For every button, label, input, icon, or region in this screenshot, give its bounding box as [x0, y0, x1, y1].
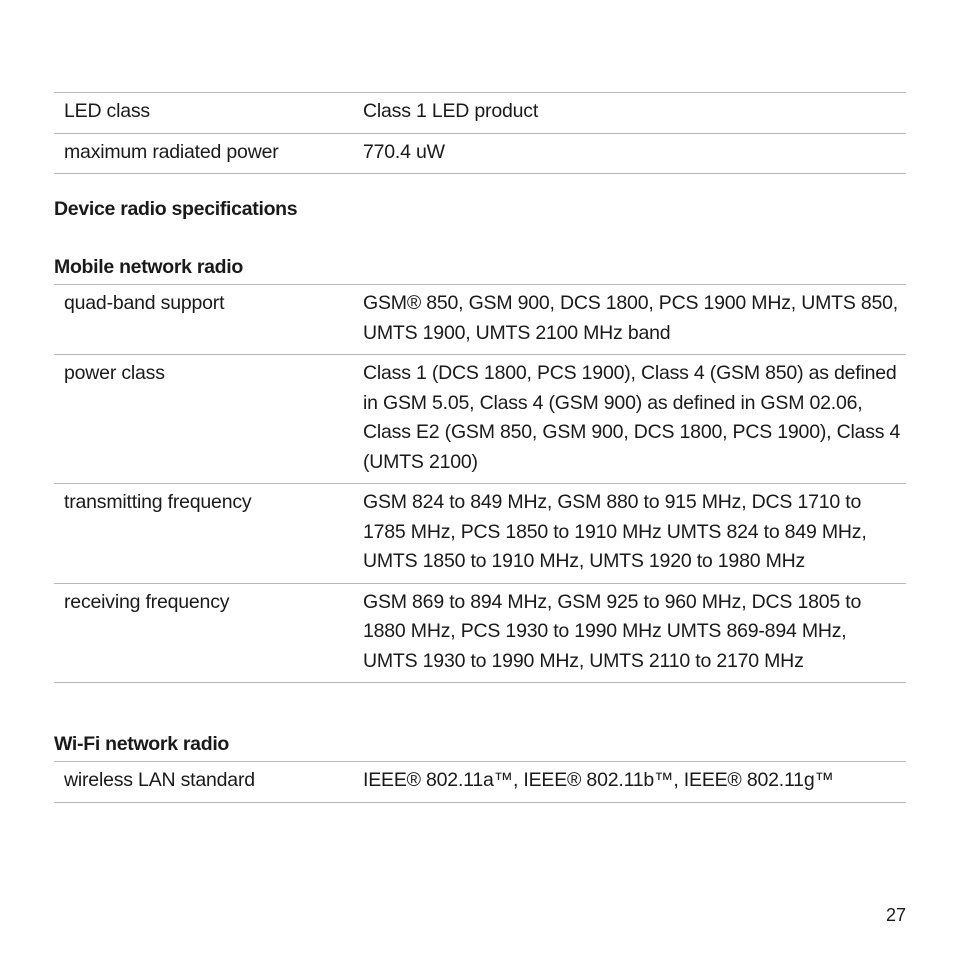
section-title: Device radio specifications [54, 198, 298, 220]
mobile-radio-table [54, 284, 906, 683]
table-row [54, 762, 906, 803]
wifi-radio-table-block [54, 761, 906, 803]
table-row [54, 93, 906, 134]
spec-value: Class 1 LED product [363, 100, 539, 122]
spec-value: GSM 824 to 849 MHz, GSM 880 to 915 MHz, DCS 1710 to 1785 MHz, PCS 1850 to 1910 MHz UMTS 824 to 849 MHz, UMTS 1850 to 1910 MHz, UMTS 1920 to 1980 MHz [363, 491, 867, 572]
spec-key: power class [64, 362, 165, 384]
table-row [54, 583, 906, 683]
spec-value: GSM® 850, GSM 900, DCS 1800, PCS 1900 MHz, UMTS 850, UMTS 1900, UMTS 2100 MHz band [363, 292, 899, 344]
table-row [54, 355, 906, 484]
spec-value: Class 1 (DCS 1800, PCS 1900), Class 4 (GSM 850) as defined in GSM 5.05, Class 4 (GSM 900) as defined in GSM 02.06, Class E2 (GSM 850, GSM 900, DCS 1800, PCS 1900), Class 4 (UMTS 2100) [363, 362, 901, 473]
led-spec-table [54, 92, 906, 174]
table-row [54, 285, 906, 355]
mobile-radio-heading: Mobile network radio [54, 256, 244, 278]
spec-key: wireless LAN standard [64, 769, 255, 791]
spec-key: maximum radiated power [64, 140, 279, 163]
table-row [54, 484, 906, 584]
led-spec-table-block [54, 92, 906, 174]
spec-key: quad-band support [64, 292, 225, 314]
spec-key: LED class [64, 100, 150, 122]
spec-value: GSM 869 to 894 MHz, GSM 925 to 960 MHz, DCS 1805 to 1880 MHz, PCS 1930 to 1990 MHz UMTS 869-894 MHz, UMTS 1930 to 1990 MHz, UMTS 2110 to 2170 MHz [363, 590, 862, 672]
table-row [54, 133, 906, 174]
mobile-radio-table-block [54, 284, 906, 683]
wifi-radio-table [54, 761, 906, 803]
spec-value: IEEE® 802.11a™, IEEE® 802.11b™, IEEE® 802.11g™ [363, 769, 834, 791]
spec-key: transmitting frequency [64, 491, 252, 513]
spec-value: 770.4 uW [363, 140, 445, 163]
page-number: 27 [885, 905, 906, 925]
spec-key: receiving frequency [64, 590, 230, 613]
wifi-radio-heading: Wi-Fi network radio [54, 733, 230, 755]
